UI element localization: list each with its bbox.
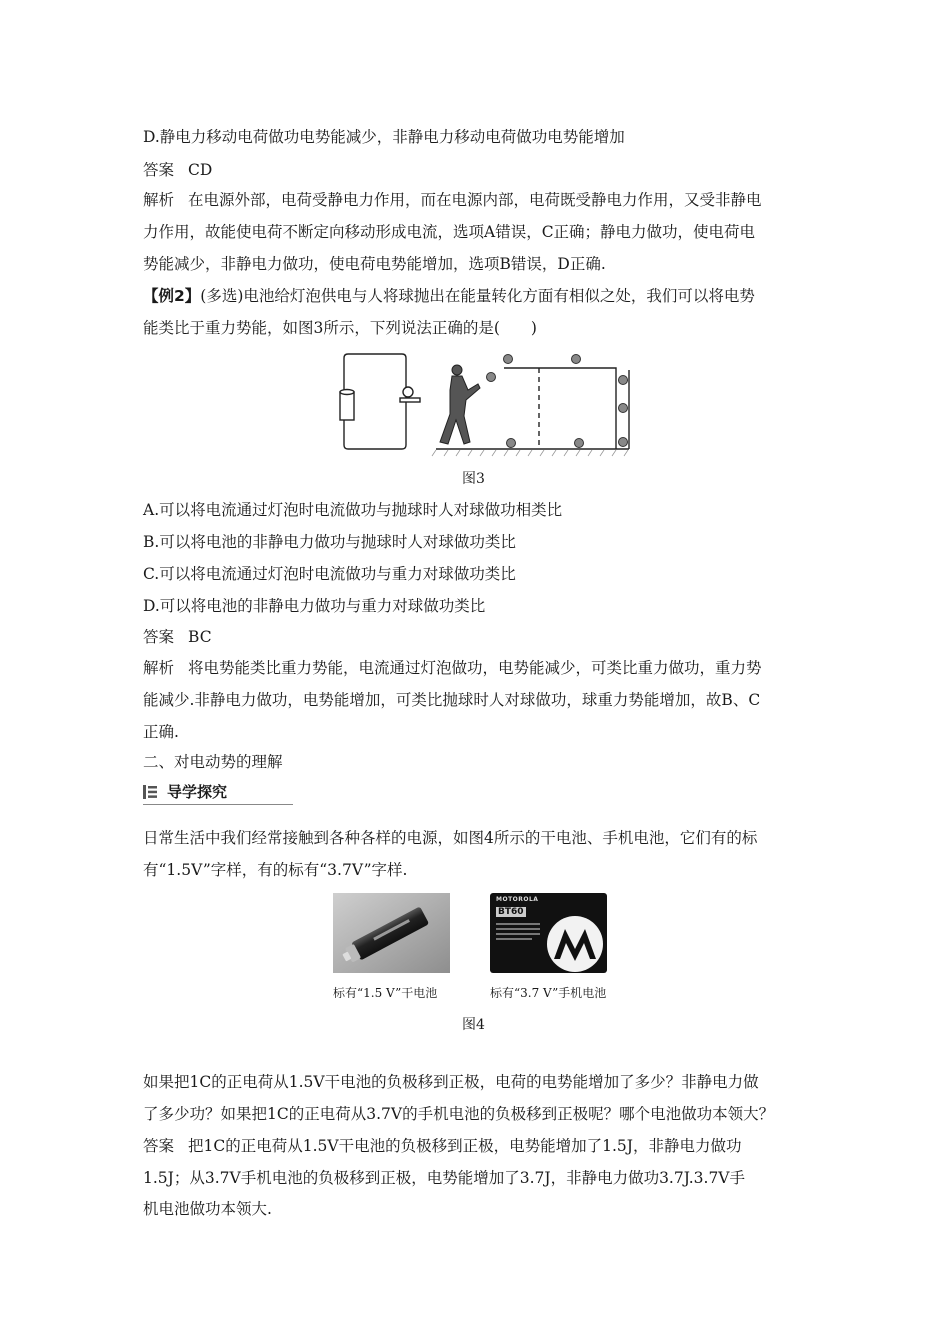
answer-label: 答案: [143, 161, 175, 179]
answer-3-line-3: 机电池做功本领大.: [143, 1200, 272, 1218]
phone-battery-photo: [490, 893, 607, 973]
motorola-logo-icon: [546, 915, 604, 973]
example-tag: 【例2】: [143, 287, 201, 305]
explanation-2-line-1: [143, 658, 762, 678]
answer-text: 把1C的正电荷从1.5V干电池的负极移到正极，电势能增加了1.5J，非静电力做功: [188, 1137, 742, 1155]
figure-3-caption: 图3: [462, 471, 485, 487]
figure-4-caption: 图4: [462, 1017, 485, 1033]
dry-cell-caption: 标有“1.5 V”干电池: [333, 986, 438, 1000]
section-title: 导学探究: [167, 783, 228, 801]
section-heading: 二、对电动势的理解: [143, 753, 283, 771]
explanation-1-line-1: [143, 190, 762, 210]
section-guide: [143, 782, 293, 804]
battery-brand: MOTOROLA: [496, 896, 539, 903]
example-2-line-2: 能类比于重力势能，如图3所示，下列说法正确的是( ): [143, 319, 537, 337]
battery-symbol: [340, 392, 354, 420]
question-line-1: 如果把1C的正电荷从1.5V干电池的负极移到正极，电荷的电势能增加了多少？非静电力做: [143, 1073, 759, 1091]
bulb-base: [400, 398, 420, 402]
explanation-2-line-3: 正确.: [143, 723, 179, 741]
explanation-1-line-2: 力作用，故能使电荷不断定向移动形成电流，选项A错误，C正确；静电力做功，使电荷电: [143, 223, 756, 241]
answer-3-line-1: [143, 1136, 741, 1156]
explanation-text: 将电势能类比重力势能，电流通过灯泡做功，电势能减少，可类比重力做功，重力势: [188, 659, 762, 677]
explanation-2-line-2: 能减少.非静电力做功，电势能增加，可类比抛球时人对球做功，球重力势能增加，故B、C: [143, 691, 761, 709]
section-divider: [143, 804, 293, 805]
answer-3-line-2: 1.5J；从3.7V手机电池的负极移到正极，电势能增加了3.7J，非静电力做功3.7J.3.7V手: [143, 1169, 746, 1187]
answer-value: BC: [188, 628, 212, 646]
figure-3-illustration: [336, 350, 636, 460]
intro-line-2: 有“1.5V”字样，有的标有“3.7V”字样.: [143, 861, 408, 879]
option-d-line: D.静电力移动电荷做功电势能减少，非静电力移动电荷做功电势能增加: [143, 128, 625, 146]
answer-label: 答案: [143, 1137, 175, 1155]
example-2-line-1: [143, 286, 755, 306]
battery-model: BT60: [498, 907, 524, 917]
person-throwing: [440, 365, 480, 444]
answer-1: [143, 160, 212, 180]
explanation-text: 在电源外部，电荷受静电力作用，而在电源内部，电荷既受静电力作用，又受非静电: [188, 191, 762, 209]
battery-cap: [340, 390, 354, 395]
option-d: D.可以将电池的非静电力做功与重力对球做功类比: [143, 597, 486, 615]
answer-2: [143, 627, 212, 647]
list-icon: [143, 785, 157, 799]
answer-value: CD: [188, 161, 213, 179]
answer-label: 答案: [143, 628, 175, 646]
explanation-label: 解析: [143, 191, 175, 209]
option-a: A.可以将电流通过灯泡时电流做功与抛球时人对球做功相类比: [143, 501, 563, 519]
explanation-label: 解析: [143, 659, 175, 677]
dry-cell-photo: [333, 893, 450, 973]
example-text: (多选)电池给灯泡供电与人将球抛出在能量转化方面有相似之处，我们可以将电势: [200, 287, 755, 305]
intro-line-1: 日常生活中我们经常接触到各种各样的电源，如图4所示的干电池、手机电池，它们有的标: [143, 829, 758, 847]
option-b: B.可以将电池的非静电力做功与抛球时人对球做功类比: [143, 533, 516, 551]
option-c: C.可以将电流通过灯泡时电流做功与重力对球做功类比: [143, 565, 516, 583]
question-line-2: 了多少功？如果把1C的正电荷从3.7V的手机电池的负极移到正极呢？哪个电池做功本领大？: [143, 1105, 775, 1123]
phone-battery-caption: 标有“3.7 V”手机电池: [490, 986, 607, 1000]
bulb-symbol: [403, 387, 413, 397]
explanation-1-line-3: 势能减少，非静电力做功，使电荷电势能增加，选项B错误，D正确.: [143, 255, 606, 273]
